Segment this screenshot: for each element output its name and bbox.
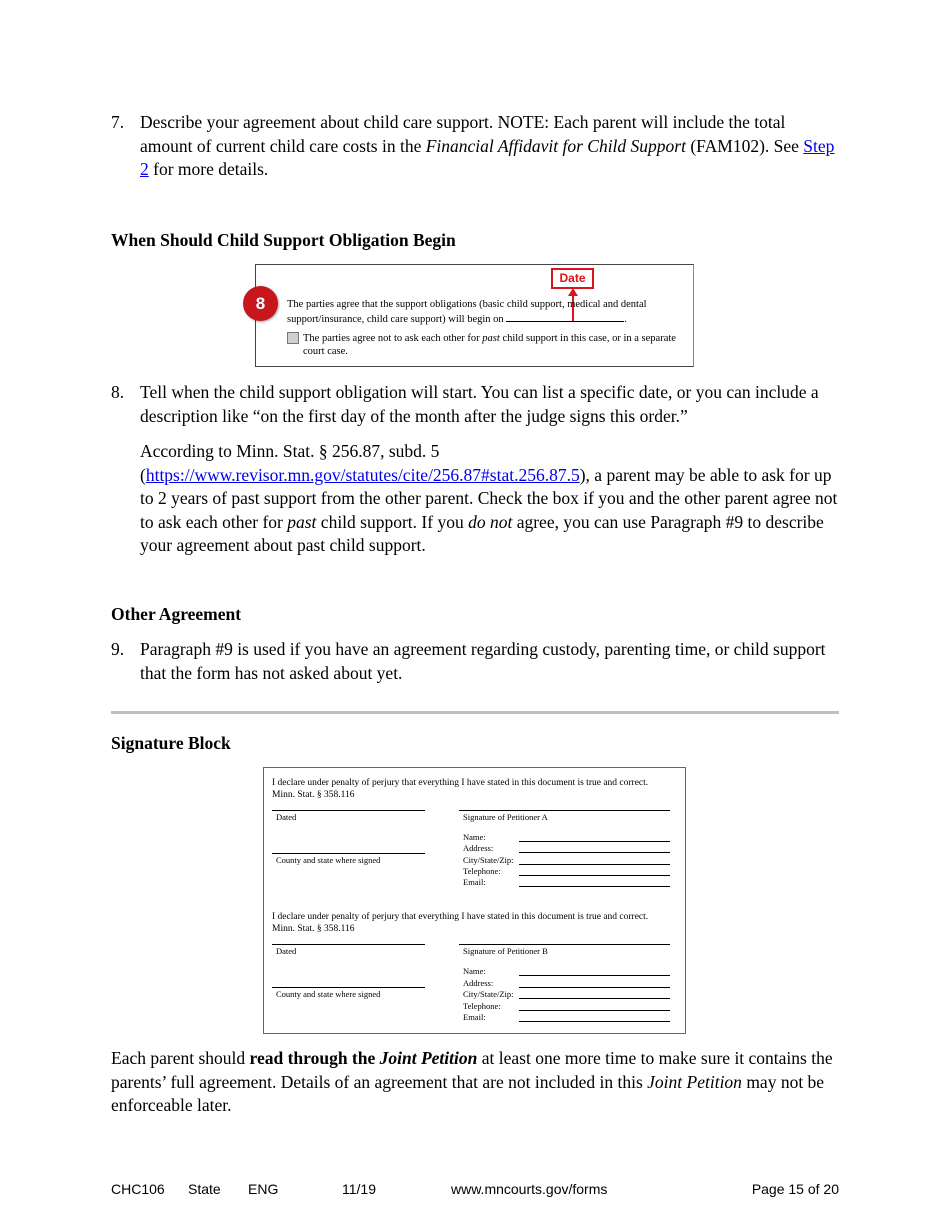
field-line-city-b xyxy=(519,998,670,999)
county-line-a xyxy=(272,853,425,854)
item-text: Tell when the child support obligation will start. You can list a specific date, or you can include a description like “on the first day of the month after the judge signs this order.” xyxy=(140,382,819,426)
field-line-address-a xyxy=(519,852,670,853)
item-paragraph: According to Minn. Stat. § 256.87, subd. 5 (https://www.revisor.mn.gov/statutes/cite/256.87#stat.256.87.5), a parent may be able to ask for up to 2 years of past support from the other parent. Check the box if you and the other parent agree not to ask each other for past child support. If you do not agree, you can use Paragraph #9 to describe your agreement about past child support. xyxy=(140,441,838,555)
field-line-name-b xyxy=(519,975,670,976)
instruction-item-9 xyxy=(111,638,841,685)
section-heading-signature: Signature Block xyxy=(111,733,231,753)
past-support-text: The parties agree not to ask each other for past child support in this case, or in a separate court case. xyxy=(303,333,676,357)
step-2-link[interactable]: Step 2 xyxy=(140,135,835,179)
declaration-text-b: I declare under penalty of perjury that everything I have stated in this document is true and correct. Minn. Stat. § 358.116 xyxy=(272,912,649,934)
footer-state: State xyxy=(188,1181,221,1197)
county-label-b: County and state where signed xyxy=(276,989,381,999)
footer-url[interactable]: www.mncourts.gov/forms xyxy=(451,1181,608,1197)
item-text: Describe your agreement about child care support. NOTE: Each parent will include the total amount of current child care costs in the Financial Affidavit for Child Support (FAM102). See Step 2 for more details. xyxy=(140,112,835,179)
field-line-email-a xyxy=(519,886,670,887)
item-number: 9. xyxy=(111,639,125,659)
item-text: Paragraph #9 is used if you have an agreement regarding custody, parenting time, or child support that the form has not asked about yet. xyxy=(140,639,826,683)
field-label-email-b: Email: xyxy=(463,1012,486,1022)
field-label-telephone-a: Telephone: xyxy=(463,866,501,876)
signature-label-a: Signature of Petitioner A xyxy=(463,812,548,822)
signature-label-b: Signature of Petitioner B xyxy=(463,946,548,956)
statute-link[interactable]: https://www.revisor.mn.gov/statutes/cite/256.87#stat.256.87.5 xyxy=(145,464,580,485)
dated-line-b xyxy=(272,944,425,945)
field-label-name-a: Name: xyxy=(463,832,486,842)
field-line-name-a xyxy=(519,841,670,842)
field-line-telephone-a xyxy=(519,875,670,876)
signature-line-b xyxy=(459,944,670,945)
dated-label-a: Dated xyxy=(276,812,297,822)
field-label-city-b: City/State/Zip: xyxy=(463,989,514,999)
county-line-b xyxy=(272,987,425,988)
field-line-email-b xyxy=(519,1021,670,1022)
paragraph-badge: 8 xyxy=(243,286,278,321)
section-heading-obligation: When Should Child Support Obligation Begin xyxy=(111,230,456,250)
dated-label-b: Dated xyxy=(276,946,297,956)
field-line-address-b xyxy=(519,987,670,988)
date-callout: Date xyxy=(551,268,594,289)
field-line-city-a xyxy=(519,864,670,865)
arrowhead-icon xyxy=(568,288,578,296)
field-label-address-b: Address: xyxy=(463,978,494,988)
signature-line-a xyxy=(459,810,670,811)
instruction-item-8 xyxy=(111,381,841,558)
field-label-telephone-b: Telephone: xyxy=(463,1001,501,1011)
declaration-text-a: I declare under penalty of perjury that everything I have stated in this document is true and correct. Minn. Stat. § 358.116 xyxy=(272,778,649,800)
field-label-address-a: Address: xyxy=(463,843,494,853)
footer-language: ENG xyxy=(248,1181,279,1197)
past-support-checkbox-icon xyxy=(287,332,299,344)
section-divider xyxy=(111,711,839,714)
closing-paragraph: Each parent should read through the Joint Petition at least one more time to make sure it contains the parents’ full agreement. Details of an agreement that are not included in this Joint Petition may not be enforceable later. xyxy=(111,1048,833,1115)
obligation-start-text: The parties agree that the support obligations (basic child support, medical and dental support/insurance, child care support) will begin on . xyxy=(287,299,647,325)
instruction-item-7 xyxy=(111,111,841,182)
county-label-a: County and state where signed xyxy=(276,855,381,865)
footer-page-number: Page 15 of 20 xyxy=(751,1181,839,1197)
footer-form-code: CHC106 xyxy=(111,1181,165,1197)
item-number: 7. xyxy=(111,112,125,132)
item-number: 8. xyxy=(111,382,125,402)
section-heading-other: Other Agreement xyxy=(111,604,242,624)
date-blank xyxy=(506,311,624,322)
field-line-telephone-b xyxy=(519,1010,670,1011)
field-label-city-a: City/State/Zip: xyxy=(463,855,514,865)
dated-line-a xyxy=(272,810,425,811)
footer-date: 11/19 xyxy=(342,1181,376,1197)
field-label-email-a: Email: xyxy=(463,877,486,887)
field-label-name-b: Name: xyxy=(463,966,486,976)
